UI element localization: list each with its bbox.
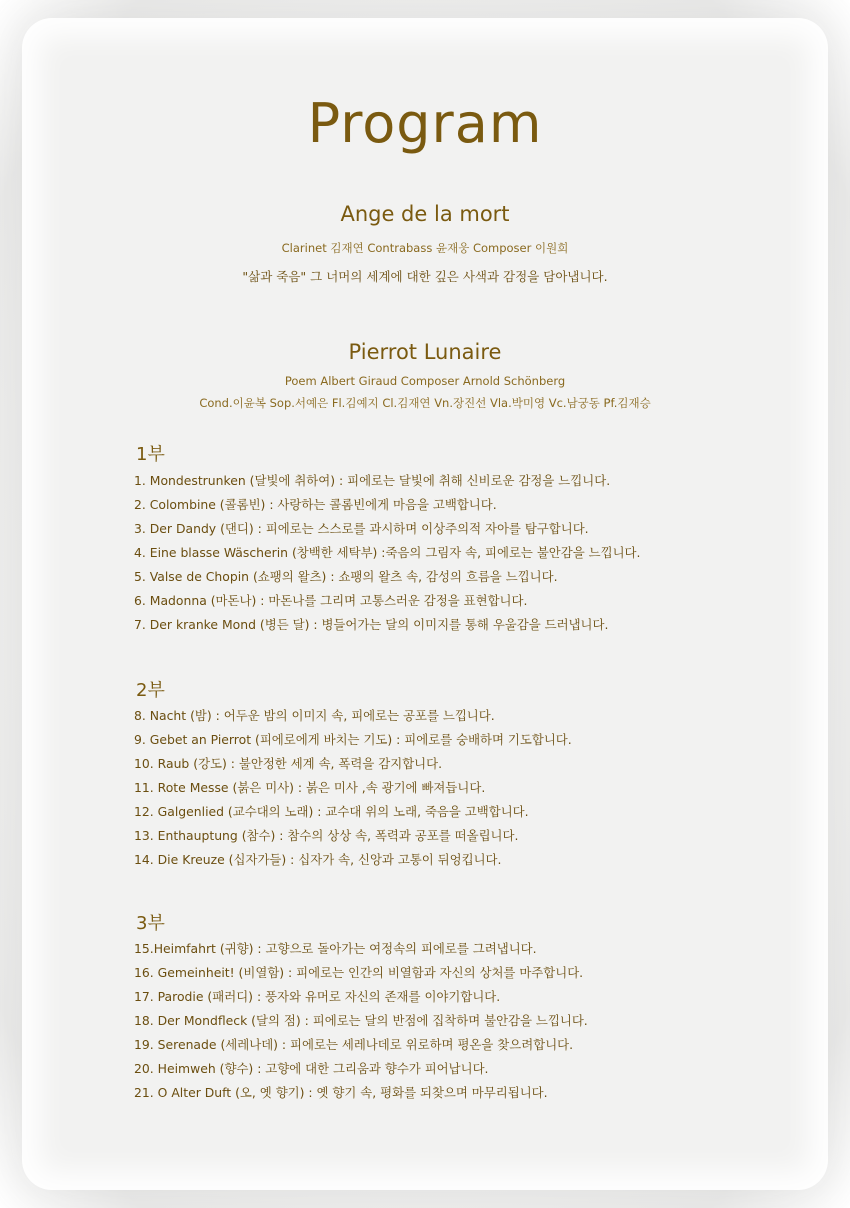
list-item: 8. Nacht (밤) : 어두운 밤의 이미지 속, 피에로는 공포를 느낍니다. [134, 708, 495, 723]
piece2-credits-composer: Poem Albert Giraud Composer Arnold Schönberg [284, 374, 566, 388]
part1-list [134, 469, 640, 637]
list-item: 4. Eine blasse Wäscherin (창백한 세탁부) :죽음의 그림자 속, 피에로는 불안감을 느낍니다. [134, 545, 641, 560]
part3-heading: 3부 [136, 913, 165, 934]
list-item: 19. Serenade (세레나데) : 피에로는 세레나데로 위로하며 평온을 찾으려합니다. [134, 1037, 574, 1052]
list-item: 16. Gemeinheit! (비열함) : 피에로는 인간의 비열함과 자신의 상처를 마주합니다. [134, 965, 584, 980]
piece1-description: "삶과 죽음" 그 너머의 세계에 대한 깊은 사색과 감정을 담아냅니다. [242, 269, 608, 284]
piece2-credits-performers: Cond.이윤복 Sop.서예은 Fl.김예지 Cl.김재연 Vn.장진선 Vla.박미영 Vc.남궁동 Pf.김재승 [199, 396, 651, 410]
list-item: 18. Der Mondfleck (달의 점) : 피에로는 달의 반점에 집착하며 불안감을 느낍니다. [134, 1013, 588, 1028]
list-item: 1. Mondestrunken (달빛에 취하여) : 피에로는 달빛에 취해 신비로운 감정을 느낍니다. [134, 473, 611, 488]
list-item: 12. Galgenlied (교수대의 노래) : 교수대 위의 노래, 죽음을 고백합니다. [134, 804, 529, 819]
list-item: 7. Der kranke Mond (병든 달) : 병들어가는 달의 이미지를 통해 우울감을 드러냅니다. [134, 617, 609, 632]
list-item: 5. Valse de Chopin (쇼팽의 왈츠) : 쇼팽의 왈츠 속, 감성의 흐름을 느낍니다. [134, 569, 558, 584]
part3-list [134, 937, 588, 1105]
page-title: Program [307, 92, 543, 155]
list-item: 21. O Alter Duft (오, 옛 향기) : 옛 향기 속, 평화를 되찾으며 마무리됩니다. [134, 1085, 548, 1100]
part2-heading: 2부 [136, 680, 165, 701]
list-item: 6. Madonna (마돈나) : 마돈나를 그리며 고통스러운 감정을 표현합니다. [134, 593, 528, 608]
list-item: 3. Der Dandy (댄디) : 피에로는 스스로를 과시하며 이상주의적 자아를 탐구합니다. [134, 521, 589, 536]
part2-list [134, 704, 572, 872]
piece1-title: Ange de la mort [340, 202, 510, 226]
list-item: 2. Colombine (콜롬빈) : 사랑하는 콜롬빈에게 마음을 고백합니다. [134, 497, 497, 512]
list-item: 9. Gebet an Pierrot (피에로에게 바치는 기도) : 피에로를 숭배하며 기도합니다. [134, 732, 572, 747]
piece2-title: Pierrot Lunaire [348, 340, 502, 364]
list-item: 14. Die Kreuze (십자가들) : 십자가 속, 신앙과 고통이 뒤엉킵니다. [134, 852, 502, 867]
list-item: 20. Heimweh (향수) : 고향에 대한 그리움과 향수가 피어납니다. [134, 1061, 489, 1076]
list-item: 17. Parodie (패러디) : 풍자와 유머로 자신의 존재를 이야기합니다. [134, 989, 501, 1004]
part1-heading: 1부 [136, 444, 165, 465]
list-item: 11. Rote Messe (붉은 미사) : 붉은 미사 ,속 광기에 빠져듭니다. [134, 780, 486, 795]
list-item: 13. Enthauptung (참수) : 참수의 상상 속, 폭력과 공포를 떠올립니다. [134, 828, 519, 843]
piece1-credits: Clarinet 김재연 Contrabass 윤재웅 Composer 이원희 [281, 241, 569, 255]
list-item: 15.Heimfahrt (귀향) : 고향으로 돌아가는 여정속의 피에로를 그려냅니다. [134, 941, 537, 956]
list-item: 10. Raub (강도) : 불안정한 세계 속, 폭력을 감지합니다. [134, 756, 443, 771]
